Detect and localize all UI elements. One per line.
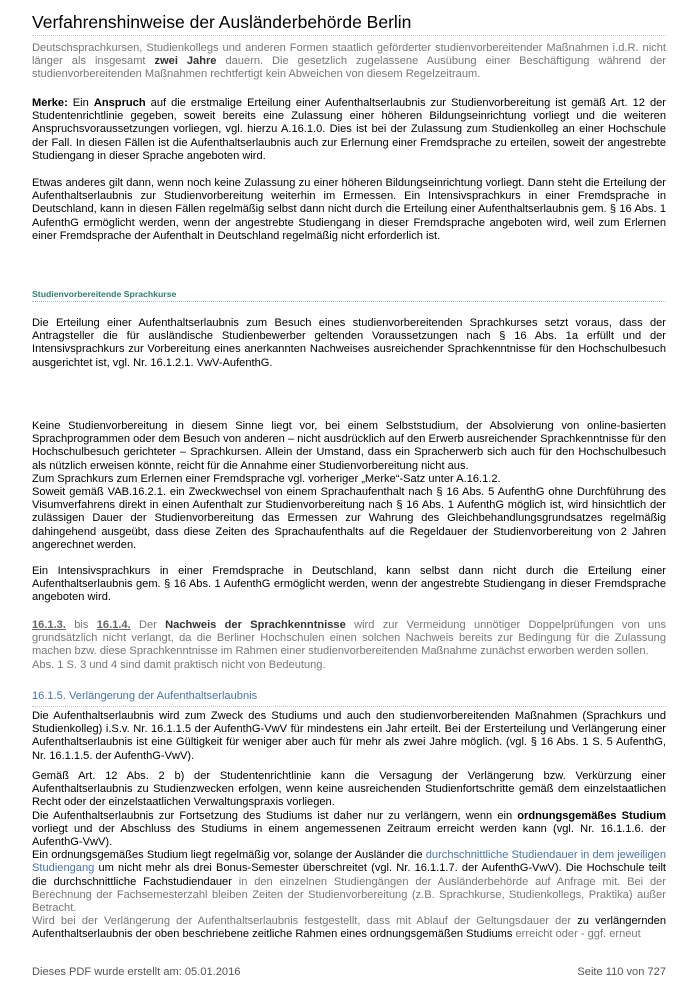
gemaess-p2-bold: ordnungsgemäßes Studium (517, 809, 666, 822)
merke-paragraph (32, 97, 666, 163)
subsection-divider (32, 706, 666, 707)
intro-text-2: dauern. Die gesetzlich zugelassene Ausübung einer Beschäftigung während der studienvorbereitenden Maßnahmen rechtfertigt kein Abweichen von diesem Regelzeitraum. (32, 55, 666, 81)
intro-bold: zwei Jahre (154, 55, 217, 68)
gemaess-p2-b: vorliegt und der Abschluss des Studiums in einem angemessenen Zeitraum erreicht werden kann (vgl. Nr. 16.1.1.6. der AufenthG-VwV). (32, 822, 666, 849)
gemaess-p4-c: erreicht oder - ggf. erneut (512, 928, 641, 941)
gemaess-p4-b: zu verlängernden Aufenthaltserlaubnis der oben beschriebene zeitliche Rahmen eines ordnungsgemäßen Studiums (32, 915, 667, 941)
gemaess-p1: Gemäß Art. 12 Abs. 2 b) der Studentenrichtlinie kann die Versagung der Verlängerung bzw. Verkürzung einer Aufenthaltserlaubnis zu Studienzwecken erfolgen, wenn keine ausreichenden Studienfortschritte gemäß dem einzelstaatlichen Recht oder der einzelstaatlichen Verwaltungspraxis vorliegen. (32, 770, 666, 809)
intensiv-paragraph: Ein Intensivsprachkurs in einer Fremdsprache in Deutschland, kann selbst dann nicht durch die Erteilung einer Aufenthaltserlaubnis gem. § 16 Abs. 1 AufenthG ermöglicht werden, wenn der angestrebte Studiengang in dieser Fremdsprache angeboten wird. (32, 565, 666, 604)
sprachkurs-paragraph: Die Erteilung einer Aufenthaltserlaubnis zum Besuch eines studienvorbereitenden Sprachkurses setzt voraus, dass der Antragsteller die für ausländische Studienbewerber geltenden Voraussetzungen nach § 16 Abs. 1a erfüllt und der Intensivsprachkurs zur Vorbereitung eines anerkannten Nachweises ausreichender Sprachkenntnisse für den Hochschulbesuch ausgerichtet ist, vgl. Nr. 16.1.2.1. VwV-AufenthG. (32, 317, 666, 369)
refs-abs: Abs. 1 S. 3 und 4 sind damit praktisch nicht von Bedeutung. (32, 658, 326, 671)
gemaess-p4 (32, 915, 666, 941)
keine-line-3: Soweit gemäß VAB.16.2.1. ein Zweckwechsel von einem Sprachaufenthalt nach § 16 Abs. 5 AufenthG ohne Durchführung des Visumverfahrens direkt in einen Aufenthalt zur Studienvorbereitung nach § 16 Abs. 1 AufenthG möglich ist, wird hinsichtlich der zulässigen Dauer der Studienvorbereitung das Ermessen zur Wahrung des Gleichbehandlungsgrundsatzes regelmäßig dahingehend ausgeübt, dass diese Zeiten des Sprachaufenthalts auf die Regeldauer der Studienvorbereitung von 2 Jahren angerechnet werden. (32, 486, 666, 551)
refs-bis: bis (65, 619, 97, 631)
header-divider (32, 35, 666, 36)
gemaess-p2-a: Die Aufenthaltserlaubnis zur Fortsetzung des Studiums ist daher nur zu verlängern, wenn ein (32, 809, 518, 822)
etwas-paragraph: Etwas anderes gilt dann, wenn noch keine Zulassung zu einer höheren Bildungseinrichtung vorliegt. Dann steht die Erteilung der Aufenthaltserlaubnis zur Studienvorbereitung weiterhin im Ermessen. Ein Intensivsprachkurs in einer Fremdsprache in Deutschland, kann in diesen Fällen regelmäßig selbst dann nicht durch die Erteilung einer Aufenthaltserlaubnis gem. § 16 Abs. 1 AufenthG ermöglicht werden, wenn der angestrebte Studiengang in dieser Fremdsprache angeboten wird, weil zum Erlernen einer Fremdsprache der Aufenthalt in Deutschland regelmäßig nicht erforderlich ist. (32, 177, 666, 242)
ref-link-16-1-4[interactable]: 16.1.4. (96, 619, 131, 631)
gemaess-p2 (32, 810, 666, 850)
footer-created-date: Dieses PDF wurde erstellt am: 05.01.2016 (32, 966, 241, 978)
keine-line-2: Zum Sprachkurs zum Erlernen einer Fremdsprache vgl. vorheriger „Merke“-Satz unter A.16.1.2. (32, 472, 501, 485)
intro-text-1: Deutschsprachkursen, Studienkollegs und anderen Formen staatlich geförderter studienvorbereitender Maßnahmen i.d.R. nicht länger als insgesamt (32, 42, 666, 68)
refs-text: wird zur Vermeidung unnötiger Doppelprüfungen von uns grundsätzlich nicht verlangt, da die Berliner Hochschulen einen solchen Nachweis bereits zur Bedingung für die Zulassung machen bzw. diese Sprachkenntnisse im Rahmen einer studienvorbereitenden Maßnahme zunächst erworben werden sollen. (32, 619, 667, 658)
intro-paragraph (32, 42, 666, 82)
verlaengerung-paragraph: Die Aufenthaltserlaubnis wird zum Zweck des Studiums und auch den studienvorbereitenden Maßnahmen (Sprachkurs und Studienkolleg) i.S.v. Nr. 16.1.1.5 der AufenthG-VwV für mindestens ein Jahr erteilt. Bei der Ersterteilung und Verlängerung einer Aufenthaltserlaubnis ist eine Gültigkeit für weniger aber auch für mehr als zwei Jahre möglich. (vgl. § 16 Abs. 1 S. 5 AufenthG, Nr. 16.1.1.5. der AufenthG-VwV). (32, 710, 666, 762)
merke-text-2: auf die erstmalige Erteilung einer Aufenthaltserlaubnis zur Studienvorbereitung ist gemäß Art. 12 der Studentenrichtlinie gegeben, soweit bereits eine Zulassung einer höheren Bildungseinrichtung vorliegt und die weiteren Anspruchsvoraussetzungen vorliegen, vgl. hierzu A.16.1.0. Dies ist bei der Zulassung zum Studienkolleg an einer Hochschule der Fall. In diesen Fällen ist die Aufenthaltserlaubnis auch zur Erlernung einer Fremdsprache zu erteilen, soweit der angestrebte Studiengang in dieser Sprache angeboten wird. (32, 97, 666, 162)
gemaess-p3 (32, 849, 666, 915)
subsection-heading-verlaengerung: 16.1.5. Verlängerung der Aufenthaltserlaubnis (32, 690, 258, 702)
gemaess-p3-b: um nicht mehr als drei Bonus-Semester überschreitet (vgl. Nr. 16.1.1.7. der AufenthG-VwV). Die Hochschule teilt die durchschnittliche Fachstudiendauer (32, 862, 666, 888)
merke-text-1: Ein (67, 97, 94, 109)
section-divider (32, 301, 666, 302)
footer-page-number: Seite 110 von 727 (577, 966, 666, 978)
refs-paragraph (32, 619, 666, 672)
merke-bold: Anspruch (93, 97, 146, 109)
refs-der: Der (130, 619, 166, 631)
gemaess-p3-gray: in den einzelnen Studiengängen der Ausländerbehörde auf Anfrage mit. Bei der Berechnung der Fachsemesterzahl bleiben Zeiten der Studienvorbereitung (z.B. Sprachkurse, Studienkollegs, Praktika) außer Betracht. (32, 875, 666, 915)
gemaess-p4-a: Wird bei der Verlängerung der Aufenthaltserlaubnis festgestellt, dass mit Ablauf der Geltungsdauer der (32, 915, 572, 928)
keine-line-1: Keine Studienvorbereitung in diesem Sinne liegt vor, bei einem Selbststudium, der Absolvierung von online-basierten Sprachprogrammen oder dem Besuch von anderen – nicht ausdrücklich auf den Erwerb ausreichender Sprachkenntnisse für den Hochschulbesuch gerichteter – Sprachkursen. Allein der Umstand, dass ein Spracherwerb sich auch für den Hochschulbesuch als nützlich erweisen könnte, reicht für die Annahme einer Studienvorbereitung nicht aus. (32, 420, 666, 472)
page-title: Verfahrenshinweise der Ausländerbehörde Berlin (32, 12, 412, 32)
studiendauer-link[interactable]: durchschnittliche Studiendauer in dem jeweiligen Studiengang (32, 849, 666, 875)
refs-main (32, 619, 666, 659)
gemaess-p3-a: Ein ordnungsgemäßes Studium liegt regelmäßig vor, solange der Ausländer die (32, 849, 426, 862)
merke-label: Merke: (32, 97, 68, 109)
section-heading-sprachkurse: Studienvorbereitende Sprachkurse (32, 289, 177, 299)
ref-link-16-1-3[interactable]: 16.1.3. (32, 619, 66, 631)
gemaess-section (32, 770, 666, 942)
refs-bold: Nachweis der Sprachkenntnisse (165, 619, 346, 631)
keine-paragraph (32, 420, 666, 552)
